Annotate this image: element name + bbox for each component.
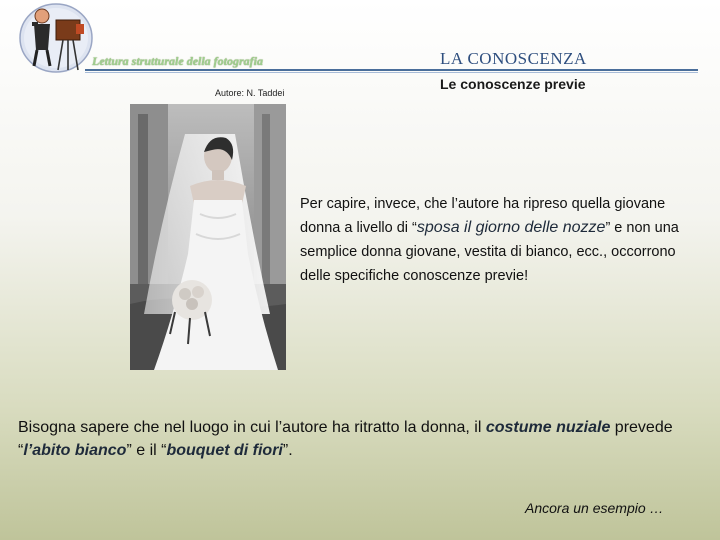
next-example-link[interactable]: Ancora un esempio …: [525, 500, 664, 516]
section-title: LA CONOSCENZA: [440, 49, 587, 68]
header-divider: [85, 69, 698, 71]
bride-photo: [130, 104, 286, 370]
emphasis-prior-knowledge: conoscenze previe: [403, 268, 525, 284]
paragraph-text: ” e il “: [126, 442, 167, 459]
header-divider-secondary: [85, 72, 698, 73]
section-subtitle: Le conoscenze previe: [440, 76, 586, 92]
emphasis-white-dress: l’abito bianco: [23, 442, 127, 459]
paragraph-text: ” e non una semplice donna giovane, vestita di bianco, ecc., occorrono delle specifiche: [300, 220, 679, 284]
header-left-title: Lettura strutturale della fotografia: [92, 54, 264, 68]
author-label: Autore: N. Taddei: [215, 88, 285, 98]
paragraph-text: ”.: [282, 442, 293, 459]
photographer-logo: [18, 2, 96, 76]
emphasis-wedding-costume: costume nuziale: [485, 419, 611, 436]
paragraph-text: Per capire, invece, che l’autore ha ripreso quella giovane donna a livello di “: [300, 196, 666, 236]
paragraph-text: prevede “: [18, 419, 673, 459]
emphasis-bride-wedding-day: sposa il giorno delle nozze: [416, 219, 606, 236]
emphasis-bouquet: bouquet di fiori: [166, 442, 283, 459]
paragraph-text: !: [524, 268, 529, 284]
paragraph-text: Bisogna sapere che nel luogo in cui l’autore ha ritratto la donna, il: [18, 419, 486, 436]
paragraph-knowledge: [300, 192, 700, 288]
paragraph-custom: [18, 416, 708, 462]
